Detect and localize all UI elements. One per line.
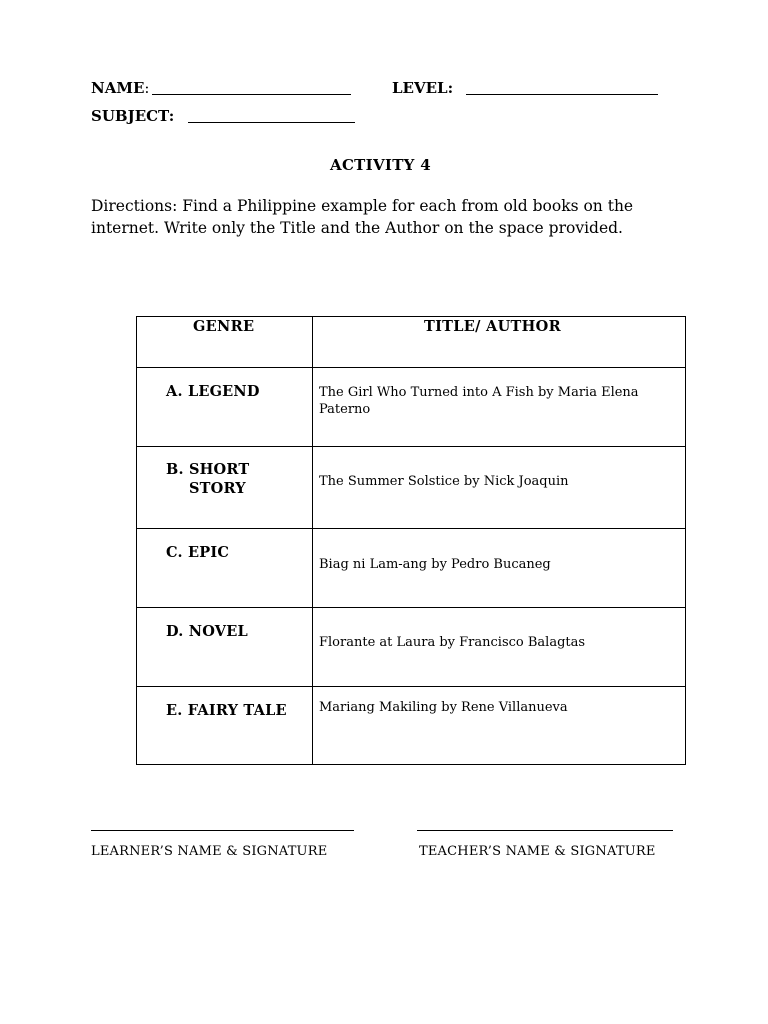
- learner-signature-line[interactable]: [91, 830, 354, 831]
- teacher-signature-label: TEACHER’S NAME & SIGNATURE: [419, 844, 656, 859]
- name-separator: :: [144, 79, 150, 97]
- column-divider: [312, 317, 313, 764]
- answer-fairy-tale[interactable]: Mariang Makiling by Rene Villanueva: [319, 700, 568, 715]
- genre-table: [136, 316, 686, 765]
- genre-short-story-line2: STORY: [189, 480, 246, 497]
- name-blank-line[interactable]: [152, 94, 351, 95]
- answer-novel[interactable]: Florante at Laura by Francisco Balagtas: [319, 635, 586, 650]
- header-genre: GENRE: [193, 318, 255, 335]
- level-label: LEVEL:: [392, 79, 454, 97]
- level-field: [392, 79, 453, 97]
- genre-short-story-line1: B. SHORT: [166, 461, 250, 478]
- name-field: [91, 79, 149, 97]
- genre-epic: C. EPIC: [166, 544, 230, 561]
- genre-legend: A. LEGEND: [166, 383, 260, 400]
- row-divider: [137, 528, 685, 529]
- answer-short-story[interactable]: The Summer Solstice by Nick Joaquin: [319, 474, 569, 489]
- level-blank-line[interactable]: [466, 94, 658, 95]
- subject-label: SUBJECT:: [91, 107, 175, 125]
- row-divider: [137, 367, 685, 368]
- answer-epic[interactable]: Biag ni Lam-ang by Pedro Bucaneg: [319, 557, 551, 572]
- subject-field: [91, 107, 174, 125]
- genre-novel: D. NOVEL: [166, 623, 248, 640]
- subject-blank-line[interactable]: [188, 122, 355, 123]
- row-divider: [137, 686, 685, 687]
- name-label: NAME: [91, 79, 145, 97]
- learner-signature-label: LEARNER’S NAME & SIGNATURE: [91, 844, 328, 859]
- row-divider: [137, 607, 685, 608]
- row-divider: [137, 446, 685, 447]
- activity-title: ACTIVITY 4: [330, 156, 431, 174]
- directions-text: Directions: Find a Philippine example for each from old books on the internet. Write only the Title and the Author on the space provided.: [91, 197, 634, 237]
- answer-legend[interactable]: The Girl Who Turned into A Fish by Maria Elena Paterno: [319, 385, 639, 417]
- teacher-signature-line[interactable]: [417, 830, 673, 831]
- header-title-author: TITLE/ AUTHOR: [424, 318, 561, 335]
- genre-fairy-tale: E. FAIRY TALE: [166, 702, 287, 719]
